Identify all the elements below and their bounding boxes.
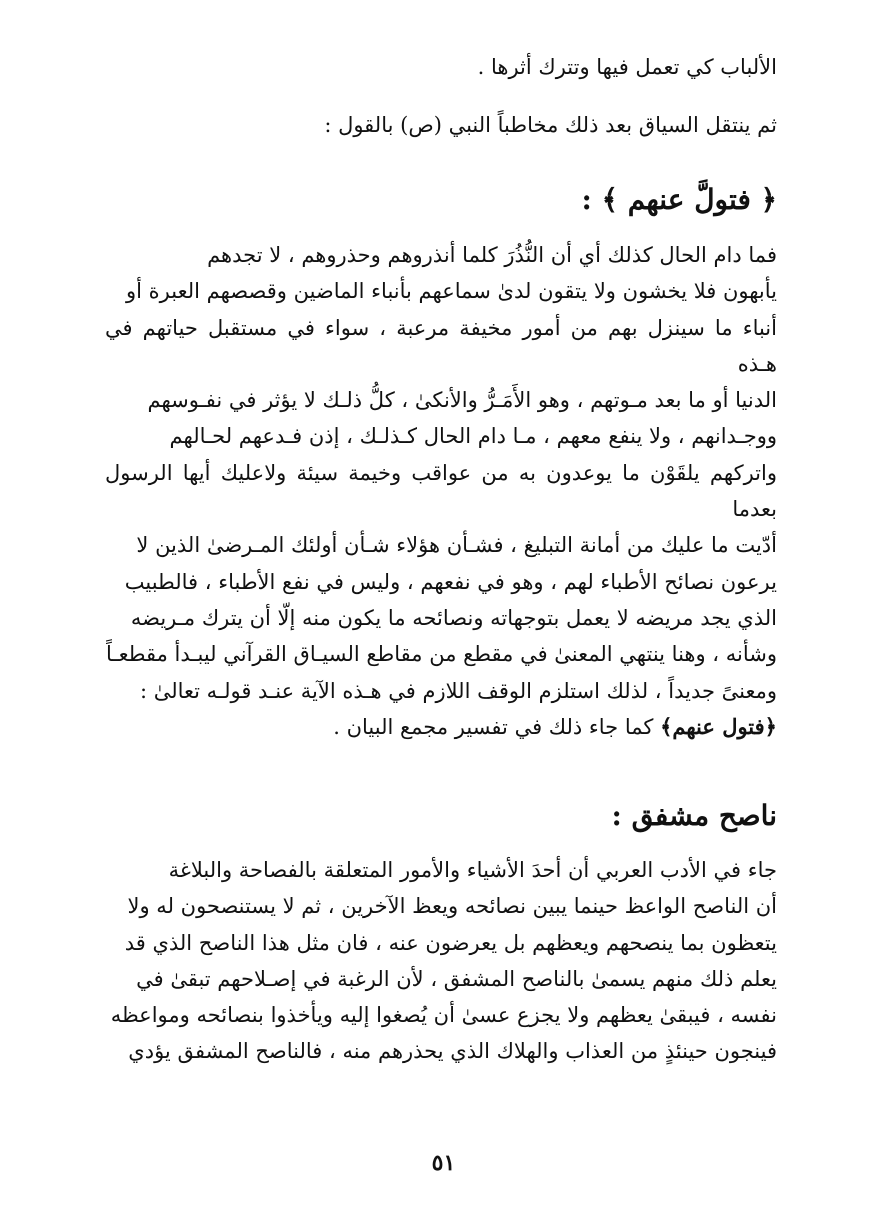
paragraph-line: الدنيا أو ما بعد مـوتهم ، وهو الأَمَـرُّ والأنكىٰ ، كلُّ ذلـك لا يؤثر في نفـوسهم bbox=[147, 388, 777, 413]
paragraph-line: جاء في الأدب العربي أن أحدَ الأشياء والأمور المتعلقة بالفصاحة والبلاغة bbox=[168, 858, 777, 882]
paragraph bbox=[105, 237, 777, 745]
paragraph-line: ووجـدانهم ، ولا ينفع معهم ، مـا دام الحال كـذلـك ، إذن فـدعهم لحـالهم bbox=[169, 424, 777, 449]
paragraph-line: أن الناصح الواعظ حينما يبين نصائحه ويعظ الآخرين ، ثم لا يستنصحون له ولا bbox=[127, 894, 777, 919]
paragraph-line: وشأنه ، وهنا ينتهي المعنىٰ في مقطع من مقاطع السيـاق القرآني ليبـدأ مقطعـاً bbox=[106, 642, 777, 667]
section-heading: ناصح مشفق : bbox=[611, 799, 777, 832]
paragraph-line: الذي يجد مريضه لا يعمل بتوجهاته ونصائحه ما يكون منه إلّا أن يترك مـريضه bbox=[130, 605, 777, 630]
quran-quote: ﴿فتول عنهم﴾ bbox=[660, 713, 777, 739]
paragraph-line: يأبهون فلا يخشون ولا يتقون لدىٰ سماعهم بأنباء الماضين وقصصهم العبرة أو bbox=[126, 279, 777, 304]
page-number: ٥١ bbox=[431, 1150, 456, 1176]
paragraph-line: أدّيت ما عليك من أمانة التبليغ ، فشـأن هؤلاء شـأن أولئك المـرضىٰ الذين لا bbox=[136, 533, 777, 558]
text-line: الألباب كي تعمل فيها وتترك أثرها . bbox=[477, 55, 777, 79]
paragraph-line: فينجون حينئذٍ من العذاب والهلاك الذي يحذرهم منه ، فالناصح المشفق يؤدي bbox=[128, 1039, 777, 1064]
paragraph-line: يرعون نصائح الأطباء لهم ، وهو في نفعهم ، وليس في نفع الأطباء ، فالطبيب bbox=[124, 569, 777, 594]
paragraph-line: أنباء ما سينزل بهم من أمور مخيفة مرعبة ، سواء في مستقبل حياتهم في هـذه bbox=[105, 315, 777, 376]
paragraph-line-last bbox=[105, 709, 777, 745]
paragraph-line: ومعنىً جديداً ، لذلك استلزم الوقف اللازم في هـذه الآية عنـد قولـه تعالىٰ : bbox=[139, 678, 777, 703]
paragraph-line: يتعظون بما ينصحهم ويعظهم بل يعرضون عنه ، فان مثل هذا الناصح الذي قد bbox=[124, 930, 777, 955]
paragraph-line: واتركهم يلقَوْن ما يوعدون به من عواقب وخيمة سيئة ولاعليك أيها الرسول بعدما bbox=[105, 460, 777, 522]
paragraph bbox=[105, 852, 777, 1070]
section-heading: ﴿ فتولَّ عنهم ﴾ : bbox=[581, 183, 777, 216]
line-text: كما جاء ذلك في تفسير مجمع البيان . bbox=[333, 714, 661, 739]
paragraph-line: نفسه ، فيبقىٰ يعظهم ولا يجزع عسىٰ أن يُصغوا إليه ويأخذوا بنصائحه ومواعظه bbox=[110, 1003, 777, 1028]
text-line: ثم ينتقل السياق بعد ذلك مخاطباً النبي (ص) بالقول : bbox=[324, 113, 777, 137]
paragraph-line: فما دام الحال كذلك أي أن النُّذُرَ كلما أنذروهم وحذروهم ، لا تجدهم bbox=[207, 243, 777, 267]
paragraph-line: يعلم ذلك منهم يسمىٰ بالناصح المشفق ، لأن الرغبة في إصـلاحهم تبقىٰ في bbox=[136, 966, 777, 991]
